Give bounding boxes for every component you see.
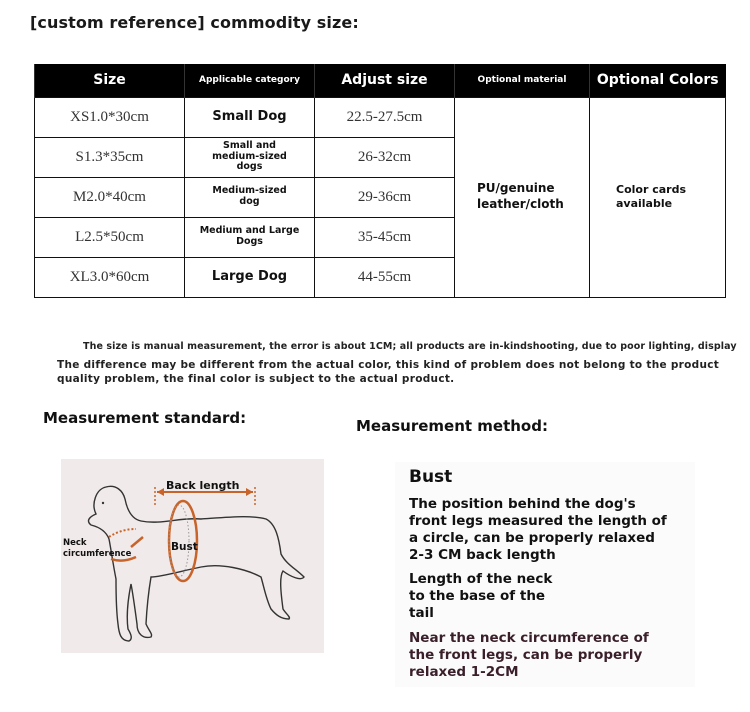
category-cell: [185, 217, 315, 257]
category-text: Medium and Large Dogs: [199, 225, 300, 247]
size-table: [34, 64, 726, 298]
page-title: [custom reference] commodity size:: [30, 13, 359, 32]
measurement-method-panel: [395, 462, 695, 687]
adjust-cell: 44-55cm: [315, 257, 455, 297]
bust-description: The position behind the dog's front legs measured the length of a circle, can be properly relaxed 2-3 CM back length: [409, 496, 667, 563]
category-cell: [185, 177, 315, 217]
notice-line-1: The size is manual measurement, the error is about 1CM; all products are in-kindshooting, due to poor lighting, display: [83, 341, 737, 352]
dog-measurement-diagram: [61, 459, 324, 653]
measurement-standard-heading: Measurement standard:: [43, 409, 247, 427]
table-row: [35, 97, 726, 137]
size-cell: XL3.0*60cm: [35, 257, 185, 297]
measurement-method-heading: Measurement method:: [356, 417, 548, 435]
category-cell: [185, 137, 315, 177]
size-cell: L2.5*50cm: [35, 217, 185, 257]
colors-cell: [590, 97, 726, 297]
material-cell: [455, 97, 590, 297]
bust-label: Bust: [171, 541, 198, 553]
colors-text: Color cards available: [616, 182, 687, 210]
category-cell: Small Dog: [185, 97, 315, 137]
adjust-cell: 22.5-27.5cm: [315, 97, 455, 137]
back-length-description: Length of the neck to the base of the tail: [409, 571, 553, 621]
material-text: PU/genuine leather/cloth: [477, 181, 564, 211]
adjust-cell: 35-45cm: [315, 217, 455, 257]
category-cell: Large Dog: [185, 257, 315, 297]
header-category: Applicable category: [185, 64, 315, 97]
header-colors: Optional Colors: [590, 64, 726, 97]
header-adjust: Adjust size: [315, 64, 455, 97]
neck-description: Near the neck circumference of the front legs, can be properly relaxed 1-2CM: [409, 630, 649, 680]
table-header-row: [35, 64, 726, 97]
adjust-cell: 26-32cm: [315, 137, 455, 177]
size-cell: XS1.0*30cm: [35, 97, 185, 137]
size-cell: S1.3*35cm: [35, 137, 185, 177]
neck-circumference-label: Neck circumference: [63, 538, 132, 559]
adjust-cell: 29-36cm: [315, 177, 455, 217]
category-text: Medium-sized dog: [212, 185, 287, 207]
method-title: Bust: [409, 467, 453, 487]
notice-line-2: The difference may be different from the actual color, this kind of problem does not belong to the product quality problem, the final color is subject to the actual product.: [57, 359, 720, 385]
header-material: Optional material: [455, 64, 590, 97]
size-cell: M2.0*40cm: [35, 177, 185, 217]
back-length-label: Back length: [166, 479, 240, 492]
category-text: Small and medium-sized dogs: [212, 139, 287, 173]
header-size: Size: [35, 64, 185, 97]
